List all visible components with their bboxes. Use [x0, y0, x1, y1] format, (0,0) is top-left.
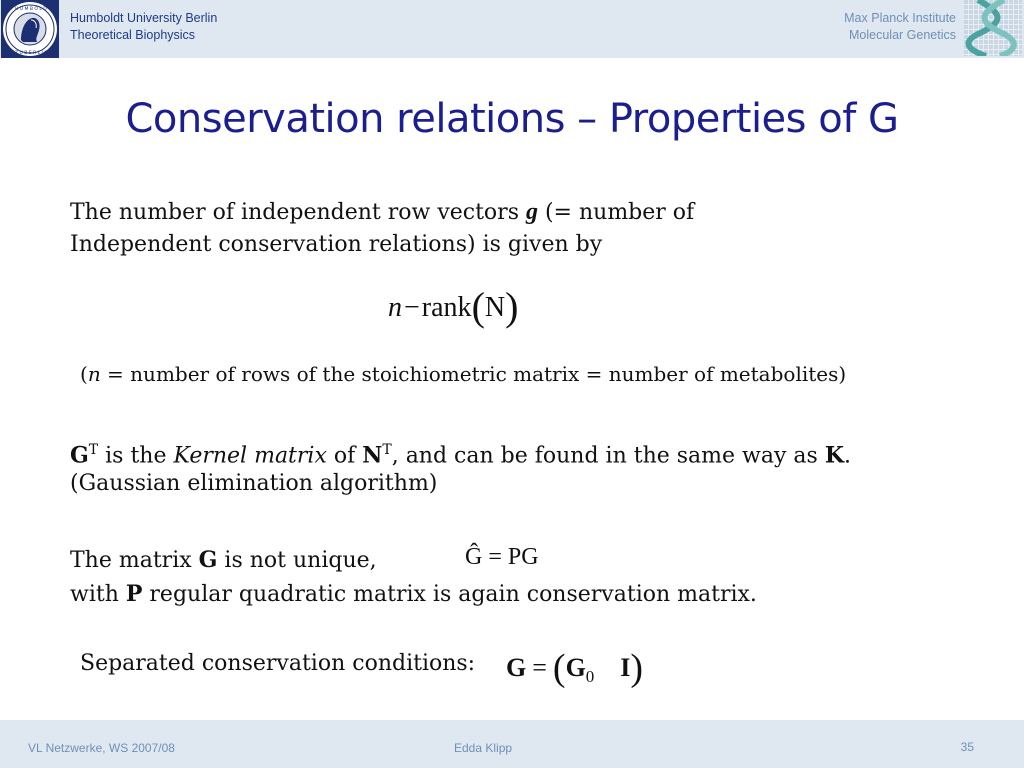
- max-planck-affiliation: [844, 10, 956, 44]
- molecular-genetics-label: Molecular Genetics: [849, 28, 956, 42]
- para3-T1: T: [88, 442, 99, 458]
- para3-text-d: .: [843, 443, 851, 469]
- not-unique-line1: [70, 544, 377, 577]
- para3-K: K: [824, 442, 844, 469]
- rank-formula: [388, 283, 518, 330]
- sep-I: I: [620, 653, 631, 682]
- para2-n: n: [87, 362, 101, 386]
- para3-G: G: [70, 442, 89, 469]
- para4-text-b: is not unique,: [217, 548, 377, 573]
- para3-T2: T: [382, 442, 392, 458]
- humboldt-seal-logo: [1, 0, 59, 58]
- para4-P: P: [125, 581, 143, 607]
- page-number: 35: [960, 740, 974, 754]
- slide-title: Conservation relations – Properties of G: [125, 96, 899, 142]
- sep-sub0: 0: [585, 667, 595, 687]
- para3-text-a: is the: [98, 443, 174, 469]
- g-hat-formula: Ĝ = PG: [465, 544, 539, 570]
- para1-text-b: (= number of: [537, 200, 695, 225]
- separated-formula: [506, 646, 643, 690]
- author-label: Edda Klipp: [454, 741, 513, 755]
- para2-open: (: [80, 362, 88, 386]
- para4-text-a: The matrix: [70, 548, 199, 573]
- sep-eq: =: [532, 653, 547, 682]
- formula-N: N: [484, 292, 506, 323]
- svg-text:H U M B O L D T: H U M B O L D T: [15, 7, 51, 12]
- formula-paren-open: (: [471, 284, 485, 329]
- humboldt-affiliation: [70, 10, 217, 44]
- sep-G: G: [506, 653, 527, 682]
- para3-text-b: of: [326, 443, 363, 469]
- para3-N: N: [362, 442, 383, 469]
- dna-helix-logo: [964, 0, 1022, 56]
- para1-text-a: The number of independent row vectors: [70, 200, 526, 225]
- kernel-matrix-line2: (Gaussian elimination algorithm): [70, 471, 438, 496]
- course-label: VL Netzwerke, WS 2007/08: [28, 741, 175, 755]
- formula-rank: rank: [421, 292, 472, 323]
- theoretical-biophysics-label: Theoretical Biophysics: [70, 28, 196, 42]
- sep-paren-open: (: [552, 647, 566, 689]
- humboldt-university-label: Humboldt University Berlin: [70, 11, 218, 25]
- footer-band: [0, 720, 1024, 768]
- separated-conditions-label: Separated conservation conditions:: [80, 651, 476, 676]
- formula-paren-close: ): [505, 284, 519, 329]
- symbol-g: g: [525, 199, 538, 225]
- independent-vectors-line1: [70, 196, 694, 229]
- formula-n: n: [388, 292, 402, 323]
- not-unique-line2: [70, 578, 757, 611]
- header-band: [0, 0, 1024, 58]
- formula-minus: −: [404, 292, 420, 323]
- sep-G0: G: [565, 653, 586, 682]
- kernel-matrix-line1: [70, 434, 851, 472]
- max-planck-label: Max Planck Institute: [844, 11, 956, 25]
- para3-text-c: , and can be found in the same way as: [391, 443, 825, 469]
- n-definition-note: [80, 358, 846, 390]
- para4-line2-b: regular quadratic matrix is again conservation matrix.: [142, 582, 757, 607]
- para2-text: = number of rows of the stoichiometric matrix = number of metabolites): [100, 362, 847, 386]
- svg-text:Z U B E R L I N: Z U B E R L I N: [15, 51, 48, 56]
- sep-paren-close: ): [630, 647, 644, 689]
- para4-line2-a: with: [70, 582, 126, 607]
- kernel-matrix-term: Kernel matrix: [173, 443, 327, 469]
- para4-G: G: [198, 547, 218, 573]
- independent-vectors-line2: Independent conservation relations) is given by: [70, 232, 603, 257]
